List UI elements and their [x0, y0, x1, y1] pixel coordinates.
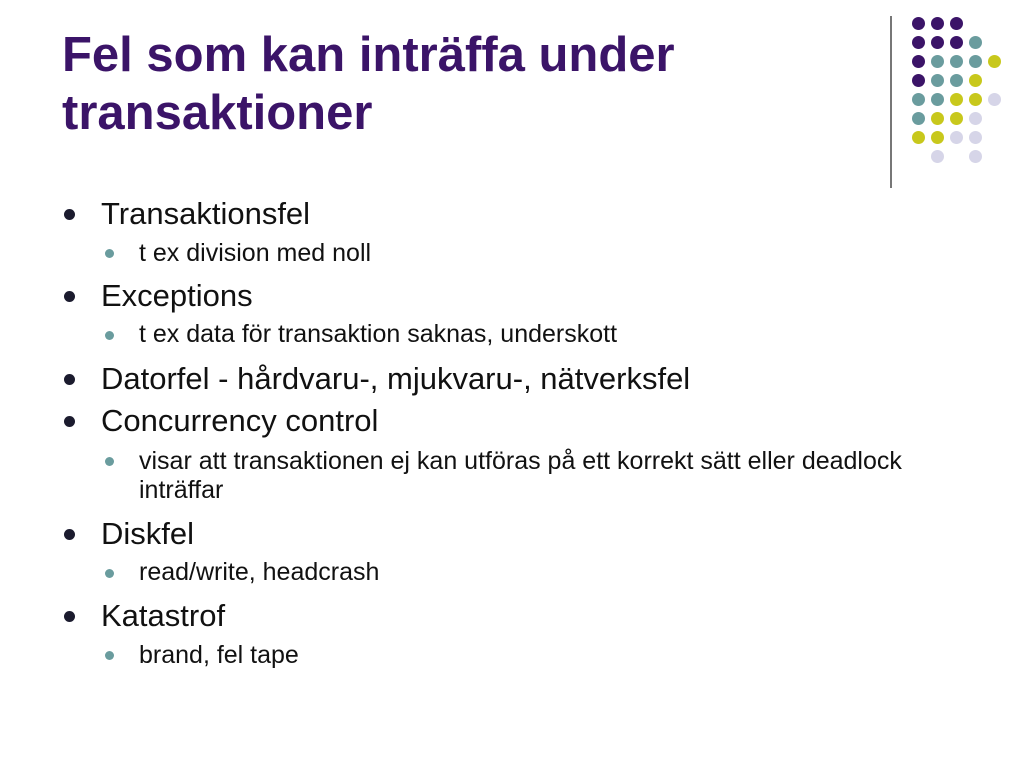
sub-bullet-dot [105, 457, 114, 466]
sub-bullet-dot [105, 331, 114, 340]
bullet-item: Concurrency control [101, 403, 379, 438]
bullet-dot [64, 611, 75, 622]
slide-title-line-1: Fel som kan inträffa under [62, 28, 675, 82]
sub-bullet-item: t ex division med noll [139, 239, 372, 267]
sub-bullet-dot [105, 569, 114, 578]
sub-bullet-item: t ex data för transaktion saknas, underskott [139, 320, 618, 348]
bullet-dot [64, 209, 75, 220]
bullet-dot [64, 416, 75, 427]
bullet-dot [64, 291, 75, 302]
sub-bullet-item: read/write, headcrash [139, 558, 380, 586]
bullet-item: Datorfel - hårdvaru-, mjukvaru-, nätverksfel [101, 361, 691, 396]
bullet-item: Exceptions [101, 278, 253, 313]
bullet-dot [64, 529, 75, 540]
bullet-dot [64, 374, 75, 385]
bullet-item: Transaktionsfel [101, 196, 311, 231]
sub-bullet-dot [105, 651, 114, 660]
bullet-item: Diskfel [101, 516, 195, 551]
sub-bullet-item: visar att transaktionen ej kan utföras på ett korrekt sätt eller deadlock inträffar [139, 447, 902, 504]
slide-title-line-2: transaktioner [62, 86, 373, 140]
sub-bullet-item: brand, fel tape [139, 641, 299, 669]
bullet-item: Katastrof [101, 598, 226, 633]
sub-bullet-dot [105, 249, 114, 258]
